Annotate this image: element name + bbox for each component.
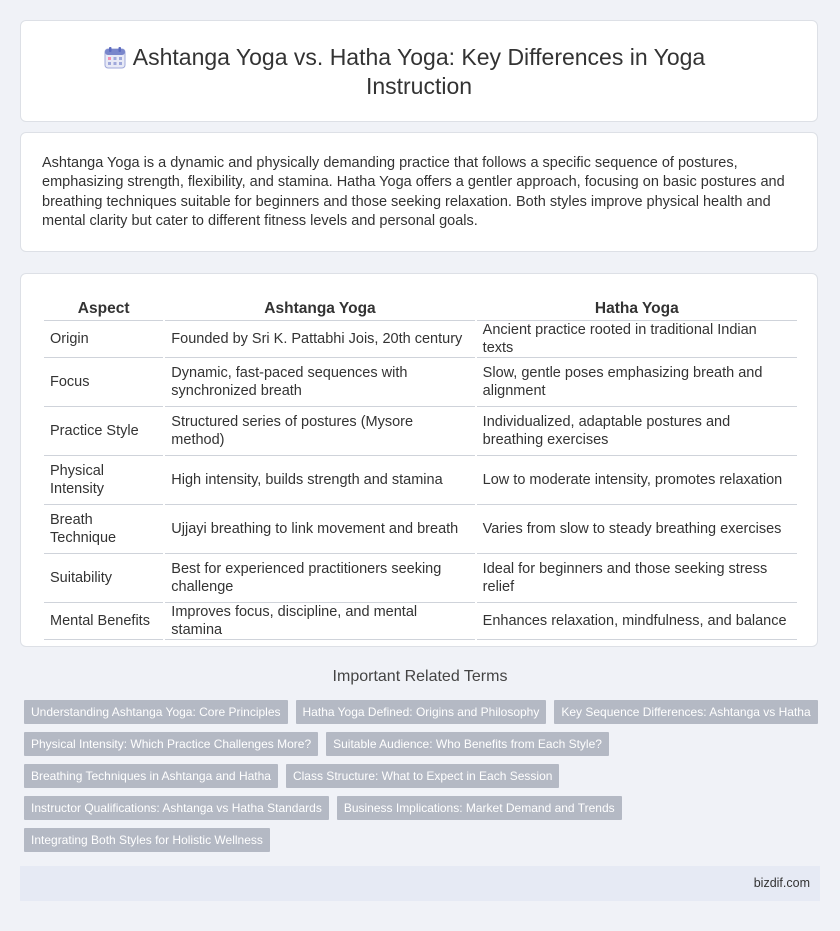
row-aspect: Suitability (44, 554, 163, 603)
row-hatha: Individualized, adaptable postures and breathing exercises (477, 407, 797, 456)
comparison-card (20, 273, 818, 647)
row-aspect: Breath Technique (44, 505, 163, 554)
intro-card (20, 132, 818, 252)
row-aspect: Practice Style (44, 407, 163, 456)
table-row (44, 603, 797, 640)
table-row (44, 358, 797, 407)
related-term-tag[interactable]: Integrating Both Styles for Holistic Wellness (24, 828, 270, 852)
related-term-tag[interactable]: Breathing Techniques in Ashtanga and Hatha (24, 764, 278, 788)
comparison-table (42, 296, 799, 640)
row-ashtanga: Structured series of postures (Mysore method) (165, 407, 474, 456)
row-hatha: Enhances relaxation, mindfulness, and balance (477, 603, 797, 640)
row-aspect: Focus (44, 358, 163, 407)
header-ashtanga: Ashtanga Yoga (165, 296, 474, 321)
row-ashtanga: Improves focus, discipline, and mental stamina (165, 603, 474, 640)
related-term-tag[interactable]: Hatha Yoga Defined: Origins and Philosophy (296, 700, 547, 724)
row-ashtanga: Best for experienced practitioners seeking challenge (165, 554, 474, 603)
related-term-tag[interactable]: Instructor Qualifications: Ashtanga vs Hatha Standards (24, 796, 329, 820)
related-terms-list (24, 700, 824, 860)
title-card (20, 20, 818, 122)
table-row (44, 321, 797, 358)
row-hatha: Ideal for beginners and those seeking stress relief (477, 554, 797, 603)
header-hatha: Hatha Yoga (477, 296, 797, 321)
table-row (44, 456, 797, 505)
page-title-line1: Ashtanga Yoga vs. Hatha Yoga: Key Differences in Yoga (132, 44, 706, 70)
footer (20, 866, 820, 901)
related-term-tag[interactable]: Class Structure: What to Expect in Each Session (286, 764, 559, 788)
footer-site-link[interactable]: bizdif.com (753, 876, 810, 890)
page-title (21, 43, 817, 101)
related-terms-title: Important Related Terms (332, 668, 508, 685)
header-aspect: Aspect (44, 296, 163, 321)
related-term-tag[interactable]: Business Implications: Market Demand and Trends (337, 796, 622, 820)
related-term-tag[interactable]: Key Sequence Differences: Ashtanga vs Hatha (554, 700, 817, 724)
table-row (44, 554, 797, 603)
row-hatha: Low to moderate intensity, promotes relaxation (477, 456, 797, 505)
row-ashtanga: Ujjayi breathing to link movement and breath (165, 505, 474, 554)
row-ashtanga: Founded by Sri K. Pattabhi Jois, 20th century (165, 321, 474, 358)
table-header-row (44, 296, 797, 321)
related-term-tag[interactable]: Suitable Audience: Who Benefits from Each Style? (326, 732, 609, 756)
row-aspect: Origin (44, 321, 163, 358)
row-hatha: Varies from slow to steady breathing exercises (477, 505, 797, 554)
related-term-tag[interactable]: Physical Intensity: Which Practice Challenges More? (24, 732, 318, 756)
row-hatha: Ancient practice rooted in traditional Indian texts (477, 321, 797, 358)
table-row (44, 407, 797, 456)
page-title-line2: Instruction (365, 73, 473, 99)
row-ashtanga: Dynamic, fast-paced sequences with synchronized breath (165, 358, 474, 407)
related-term-tag[interactable]: Understanding Ashtanga Yoga: Core Principles (24, 700, 288, 724)
table-row (44, 505, 797, 554)
intro-text: Ashtanga Yoga is a dynamic and physically demanding practice that follows a specific sequence of postures, emphasizing strength, flexibility, and stamina. Hatha Yoga offers a gentler approach, focusing on basic postures and breathing techniques suitable for beginners and those seeking relaxation. Both styles improve physical health and mental clarity but cater to different fitness levels and personal goals. (42, 155, 785, 230)
row-ashtanga: High intensity, builds strength and stamina (165, 456, 474, 505)
row-aspect: Physical Intensity (44, 456, 163, 505)
row-hatha: Slow, gentle poses emphasizing breath and alignment (477, 358, 797, 407)
row-aspect: Mental Benefits (44, 603, 163, 640)
